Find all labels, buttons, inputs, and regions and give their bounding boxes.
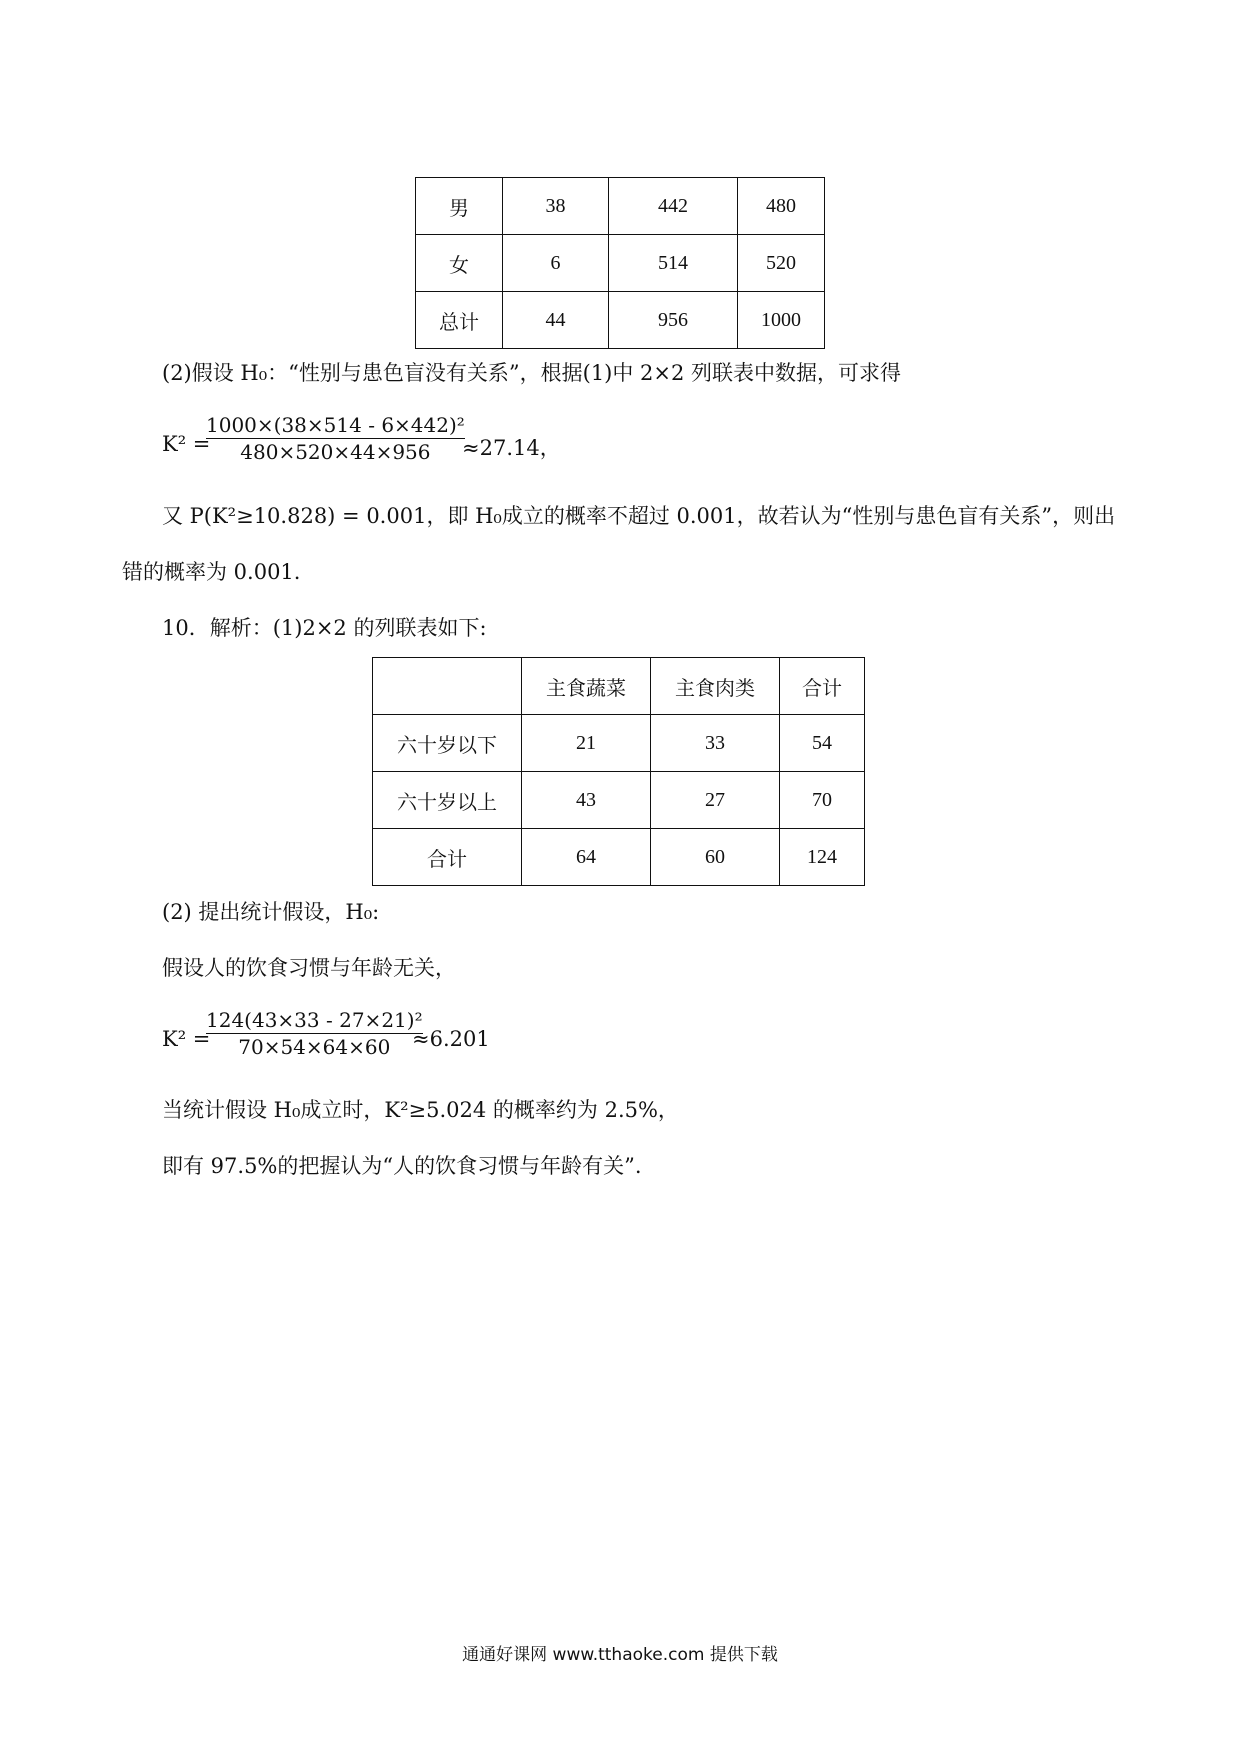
table2-cell: 70 [780,772,865,829]
table1-cell: 总计 [416,292,503,349]
table1-row [416,292,825,349]
q10-line-a: 当统计假设 H₀成立时，K²≥5.024 的概率约为 2.5%， [162,1098,679,1122]
k2-result-2: ≈6.201 [412,1027,490,1051]
table2-cell: 54 [780,715,865,772]
table1-cell: 女 [416,235,503,292]
table1-cell: 514 [609,235,738,292]
table1-cell: 6 [503,235,609,292]
table1-row [416,235,825,292]
k2-numerator-1: 1000×(38×514 - 6×442)² [206,413,465,437]
table2-cell: 43 [522,772,651,829]
q10-line-b: 即有 97.5%的把握认为“人的饮食习惯与年龄有关”. [162,1154,642,1178]
k2-fraction-2 [206,1007,423,1060]
table2-row [373,829,865,886]
k2-numerator-2: 124(43×33 - 27×21)² [206,1008,423,1032]
table2-cell [373,658,522,715]
table2-cell: 合计 [373,829,522,886]
table2-cell: 27 [651,772,780,829]
table2-cell: 合计 [780,658,865,715]
q10-heading: 10．解析：(1)2×2 的列联表如下: [162,616,487,640]
conclusion-line-2: 错的概率为 0.001. [122,560,301,584]
table2-cell: 64 [522,829,651,886]
table2-row [373,715,865,772]
table2-cell: 60 [651,829,780,886]
table1-cell: 442 [609,178,738,235]
table2-row [373,658,865,715]
conclusion-line-1: 又 P(K²≥10.828) = 0.001，即 H₀成立的概率不超过 0.001，故若认为“性别与患色盲有关系”，则出 [162,504,1116,528]
table1-cell: 44 [503,292,609,349]
part2-heading: (2)假设 H₀：“性别与患色盲没有关系”，根据(1)中 2×2 列联表中数据，可求得 [162,361,902,385]
k2-denominator-2: 70×54×64×60 [238,1035,391,1059]
table2-row [373,772,865,829]
table1-cell: 1000 [738,292,825,349]
table1-cell: 38 [503,178,609,235]
table2-cell: 主食蔬菜 [522,658,651,715]
k2-lhs-2: K² = [162,1027,211,1051]
table2-cell: 六十岁以下 [373,715,522,772]
q10-hypothesis: 假设人的饮食习惯与年龄无关， [162,956,456,980]
table1-cell: 男 [416,178,503,235]
gender-colorblind-table [415,177,825,349]
table2-cell: 主食肉类 [651,658,780,715]
k2-result-1: ≈27.14， [462,436,561,460]
footer-watermark: 通通好课网 www.tthaoke.com 提供下载 [462,1645,778,1665]
table2-cell: 124 [780,829,865,886]
k2-lhs-1: K² = [162,432,211,456]
table1-cell: 480 [738,178,825,235]
table2-cell: 33 [651,715,780,772]
table1-cell: 520 [738,235,825,292]
k2-fraction-1 [206,412,465,465]
table1-cell: 956 [609,292,738,349]
table1-row [416,178,825,235]
k2-denominator-1: 480×520×44×956 [240,440,431,464]
table2-cell: 21 [522,715,651,772]
table2-cell: 六十岁以上 [373,772,522,829]
q10-part2: (2) 提出统计假设，H₀: [162,900,380,924]
diet-age-table [372,657,865,886]
